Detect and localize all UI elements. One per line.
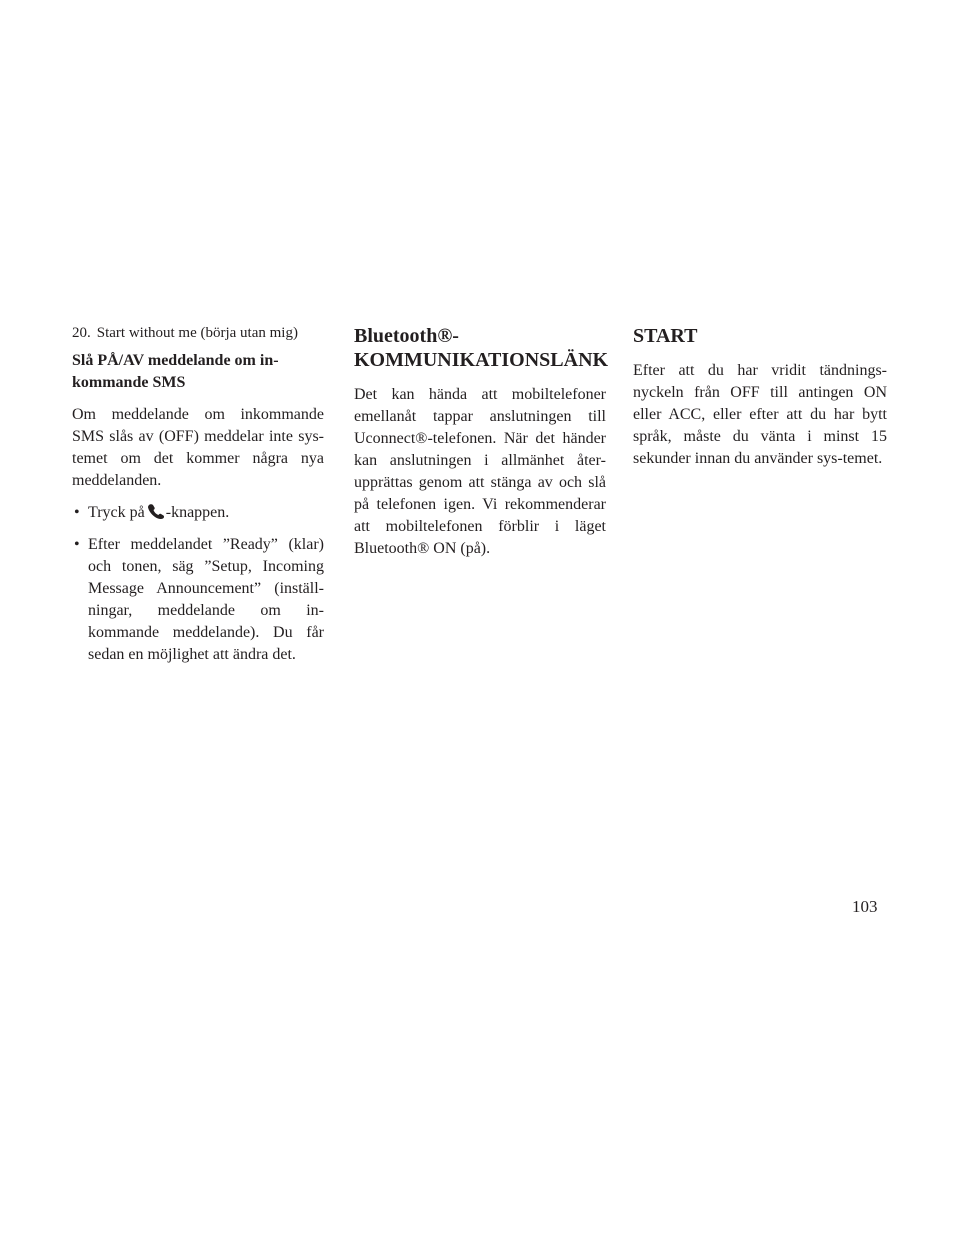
list-item bbox=[72, 502, 324, 524]
start-paragraph: Efter att du har vridit tändnings-nyckeln från OFF till antingen ON eller ACC, eller efter att du har bytt språk, måste du vänta i minst 15 sekunder innan du använder sys-temet. bbox=[633, 362, 887, 467]
bluetooth-heading bbox=[354, 324, 609, 372]
sms-announcement-subheading: Slå PÅ/AV meddelande om in-kommande SMS bbox=[72, 352, 279, 391]
start-heading: START bbox=[633, 325, 698, 347]
middle-column bbox=[354, 324, 609, 570]
bullet-text: Efter meddelandet ”Ready” (klar) och tonen, säg ”Setup, Incoming Message Announcement” (inställ-ningar, meddelande om in-kommande meddelande). Du får sedan en möjlighet att ändra det. bbox=[88, 536, 324, 663]
item-text: Start without me (börja utan mig) bbox=[96, 325, 298, 341]
bullet-symbol: • bbox=[74, 504, 80, 521]
list-item bbox=[72, 534, 324, 666]
right-column bbox=[633, 324, 887, 480]
item-number: 20. bbox=[72, 325, 91, 341]
sms-announcement-paragraph: Om meddelande om inkommande SMS slås av (OFF) meddelar inte sys-temet om det kommer några nya meddelanden. bbox=[72, 406, 324, 489]
bullet-symbol: • bbox=[74, 536, 80, 553]
page-number: 103 bbox=[852, 897, 878, 916]
phone-icon bbox=[147, 503, 165, 519]
bullet-text-after: -knappen. bbox=[165, 504, 230, 521]
heading-line-1: Bluetooth®- bbox=[354, 325, 459, 347]
bullet-text-before: Tryck på bbox=[88, 504, 145, 521]
left-column bbox=[72, 322, 324, 676]
bluetooth-paragraph: Det kan hända att mobiltelefoner emellanåt tappar anslutningen till Uconnect®-telefonen. När det händer kan anslutningen i allmänhet åter-upprättas genom att stänga av och slå på telefonen igen. Vi rekommenderar att mobiltelefonen förblir i läget Bluetooth® ON (på). bbox=[354, 386, 606, 557]
list-item-20 bbox=[72, 322, 324, 344]
instruction-list bbox=[72, 502, 324, 666]
heading-line-2: KOMMUNIKATIONSLÄNK bbox=[354, 349, 609, 371]
